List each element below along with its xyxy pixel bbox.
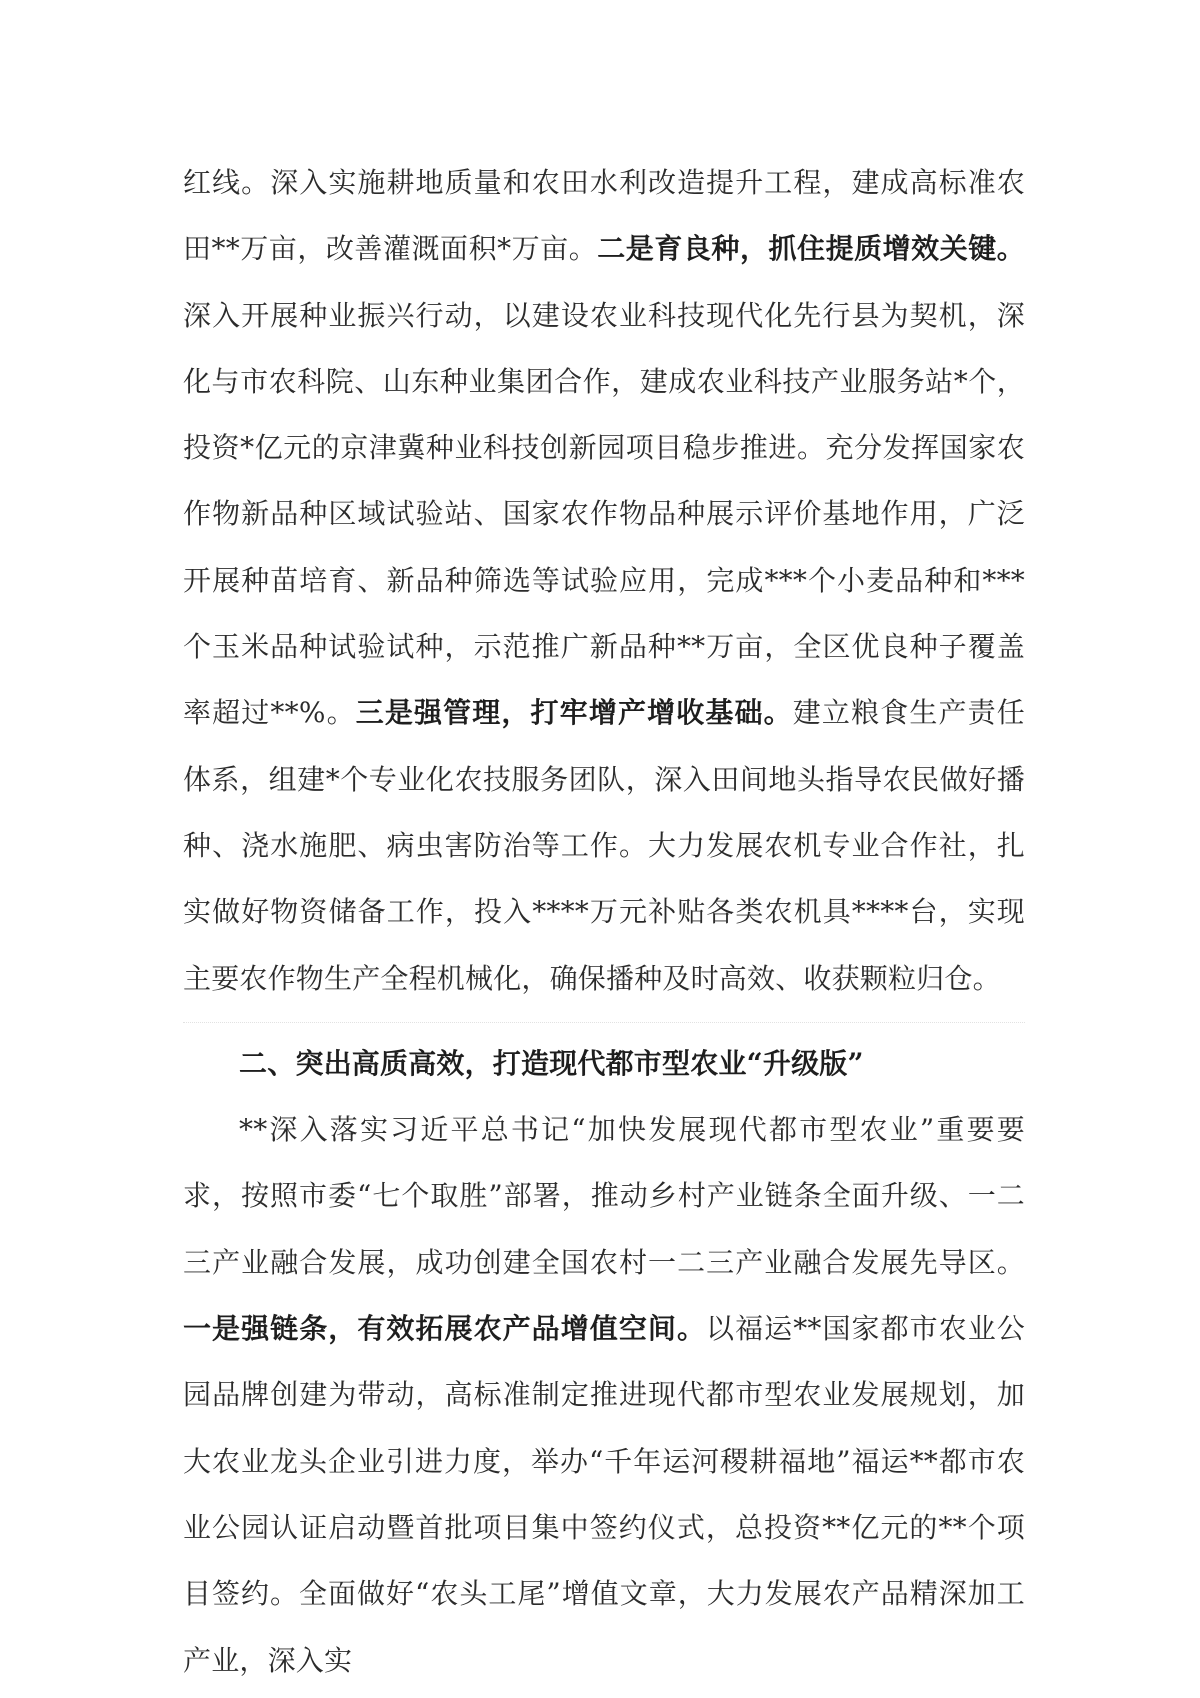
paragraph-urban-agriculture <box>183 1097 1025 1694</box>
paragraph-text: 红线。深入实施耕地质量和农田水利改造提升工程，建成高标准农田**万亩，改善灌溉面积*万亩。 <box>183 166 1025 266</box>
section-heading: 二、突出高质高效，打造现代都市型农业“升级版” <box>239 1046 864 1080</box>
bold-lead-management: 三是强管理，打牢增产增收基础。 <box>355 696 793 730</box>
paragraph-text: **深入落实习近平总书记“加快发展现代都市型农业”重要要求，按照市委“七个取胜”部署，推动乡村产业链条全面升级、一二三产业融合发展，成功创建全国农村一二三产业融合发展先导区。 <box>183 1113 1025 1279</box>
bold-lead-chain: 一是强链条，有效拓展农产品增值空间。 <box>183 1312 707 1346</box>
paragraph-text: 深入开展种业振兴行动，以建设农业科技现代化先行县为契机，深化与市农科院、山东种业集团合作，建成农业科技产业服务站*个，投资*亿元的京津冀种业科技创新园项目稳步推进。充分发挥国家农作物新品种区域试验站、国家农作物品种展示评价基地作用，广泛开展种苗培育、新品种筛选等试验应用，完成***个小麦品种和***个玉米品种试验试种，示范推广新品种**万亩，全区优良种子覆盖率超过**%。 <box>183 298 1025 730</box>
paragraph-text: 建立粮食生产责任体系，组建*个专业化农技服务团队，深入田间地头指导农民做好播种、浇水施肥、病虫害防治等工作。大力发展农机专业合作社，扎实做好物资储备工作，投入****万元补贴各类农机具****台，实现主要农作物生产全程机械化，确保播种及时高效、收获颗粒归仓。 <box>183 696 1025 995</box>
document-body <box>183 150 1025 1694</box>
bold-lead-seeds: 二是育良种，抓住提质增效关键。 <box>597 232 1025 266</box>
paragraph-text: 以福运**国家都市农业公园品牌创建为带动，高标准制定推进现代都市型农业发展规划，加大农业龙头企业引进力度，举办“千年运河稷耕福地”福运**都市农业公园认证启动暨首批项目集中签约仪式，总投资**亿元的**个项目签约。全面做好“农头工尾”增值文章，大力发展农产品精深加工产业，深入实 <box>183 1312 1025 1677</box>
paragraph-grain-production <box>183 150 1025 1012</box>
section-divider <box>183 1022 1025 1023</box>
